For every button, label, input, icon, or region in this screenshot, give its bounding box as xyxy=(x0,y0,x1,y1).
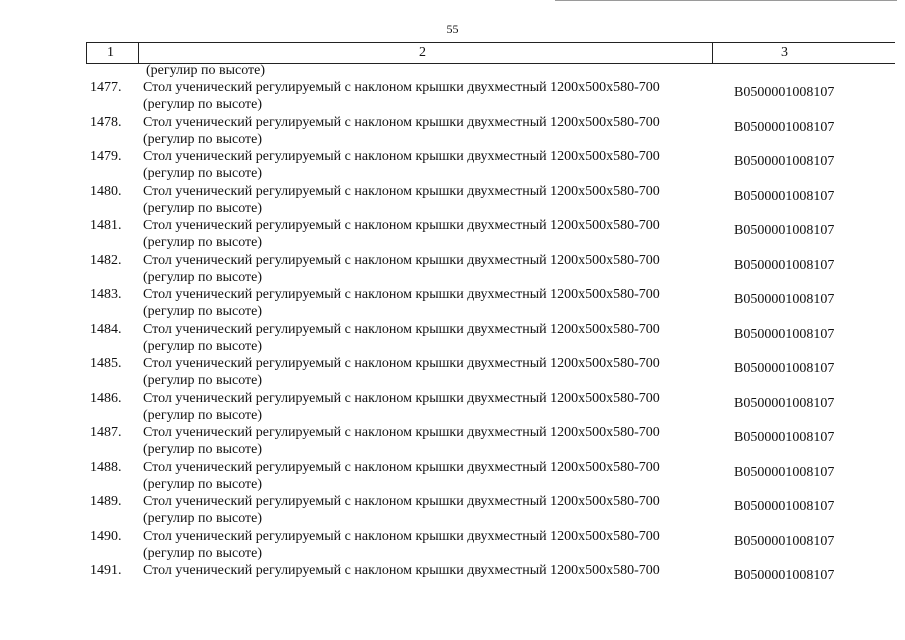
row-number: 1482. xyxy=(90,252,122,268)
row-description-cont: (регулир по высоте) xyxy=(143,304,263,319)
row-number: 1481. xyxy=(90,218,122,233)
row-description-cont: (регулир по высоте) xyxy=(143,166,263,181)
table-header xyxy=(86,42,895,64)
table-row xyxy=(0,425,905,460)
row-description: Стол ученический регулируемый с наклоном крышки двухместный 1200х500х580-700 xyxy=(143,321,660,337)
row-description: Стол ученический регулируемый с наклоном крышки двухместный 1200х500х580-700 xyxy=(143,563,660,578)
header-col-1: 1 xyxy=(107,45,114,60)
row-description-cont: (регулир по высоте) xyxy=(143,511,263,526)
table-row xyxy=(0,460,905,495)
table-row xyxy=(0,287,905,322)
table-row xyxy=(0,563,905,598)
page-number: 55 xyxy=(446,22,459,36)
row-description: Стол ученический регулируемый с наклоном крышки двухместный 1200х500х580-700 xyxy=(143,114,660,130)
row-description: Стол ученический регулируемый с наклоном крышки двухместный 1200х500х580-700 xyxy=(143,218,660,233)
table-row xyxy=(0,80,905,115)
row-number: 1480. xyxy=(90,183,122,199)
row-code: B0500001008107 xyxy=(734,154,835,169)
row-description-cont: (регулир по высоте) xyxy=(143,97,263,112)
row-number: 1490. xyxy=(90,528,122,544)
row-code: B0500001008107 xyxy=(734,430,835,445)
table-row xyxy=(0,322,905,357)
row-code: B0500001008107 xyxy=(734,119,835,135)
table-row xyxy=(0,529,905,564)
row-code: B0500001008107 xyxy=(734,395,835,411)
row-number: 1484. xyxy=(90,321,122,337)
header-col-3: 3 xyxy=(781,45,788,60)
row-description-cont: (регулир по высоте) xyxy=(143,235,263,250)
table-row xyxy=(0,391,905,426)
row-code: B0500001008107 xyxy=(734,464,835,480)
table-row xyxy=(0,356,905,391)
table-row xyxy=(0,494,905,529)
row-number: 1489. xyxy=(90,494,122,509)
row-description: Стол ученический регулируемый с наклоном крышки двухместный 1200х500х580-700 xyxy=(143,149,660,164)
row-number: 1485. xyxy=(90,356,122,371)
row-description: Стол ученический регулируемый с наклоном крышки двухместный 1200х500х580-700 xyxy=(143,252,660,268)
table-row xyxy=(0,115,905,150)
row-description: Стол ученический регулируемый с наклоном крышки двухместный 1200х500х580-700 xyxy=(143,528,660,544)
table-row xyxy=(0,149,905,184)
row-description-cont: (регулир по высоте) xyxy=(143,442,263,457)
row-code: B0500001008107 xyxy=(734,292,835,307)
row-number: 1479. xyxy=(90,149,122,164)
row-number: 1486. xyxy=(90,390,122,406)
row-description: Стол ученический регулируемый с наклоном крышки двухместный 1200х500х580-700 xyxy=(143,183,660,199)
row-description: Стол ученический регулируемый с наклоном крышки двухместный 1200х500х580-700 xyxy=(143,494,660,509)
table-row xyxy=(0,218,905,253)
row-number: 1488. xyxy=(90,459,122,475)
row-number: 1487. xyxy=(90,425,122,440)
row-code: B0500001008107 xyxy=(734,533,835,549)
row-number: 1477. xyxy=(90,80,122,95)
header-divider-2 xyxy=(712,43,713,63)
row-code: B0500001008107 xyxy=(734,361,835,376)
row-code: B0500001008107 xyxy=(734,499,835,514)
top-rule xyxy=(555,0,897,1)
row-number: 1491. xyxy=(90,563,122,578)
row-description: Стол ученический регулируемый с наклоном крышки двухместный 1200х500х580-700 xyxy=(143,390,660,406)
row-code: B0500001008107 xyxy=(734,223,835,238)
row-code: B0500001008107 xyxy=(734,326,835,342)
row-description-cont: (регулир по высоте) xyxy=(143,545,263,561)
row-description: Стол ученический регулируемый с наклоном крышки двухместный 1200х500х580-700 xyxy=(143,459,660,475)
row-code: B0500001008107 xyxy=(734,188,835,204)
row-number: 1478. xyxy=(90,114,122,130)
row-code: B0500001008107 xyxy=(734,257,835,273)
row-code: B0500001008107 xyxy=(734,85,835,100)
row-description: Стол ученический регулируемый с наклоном крышки двухместный 1200х500х580-700 xyxy=(143,425,660,440)
header-col-2: 2 xyxy=(419,45,426,60)
row-number: 1483. xyxy=(90,287,122,302)
row-description-cont: (регулир по высоте) xyxy=(143,373,263,388)
table-row xyxy=(0,253,905,288)
row-description: Стол ученический регулируемый с наклоном крышки двухместный 1200х500х580-700 xyxy=(143,80,660,95)
row-description: Стол ученический регулируемый с наклоном крышки двухместный 1200х500х580-700 xyxy=(143,356,660,371)
row-description-cont: (регулир по высоте) xyxy=(143,131,263,147)
header-divider-1 xyxy=(138,43,139,63)
row-code: B0500001008107 xyxy=(734,568,835,583)
row-description-cont: (регулир по высоте) xyxy=(143,269,263,285)
row-description-cont: (регулир по высоте) xyxy=(143,476,263,492)
row-description-cont: (регулир по высоте) xyxy=(143,338,263,354)
row-description-cont: (регулир по высоте) xyxy=(143,407,263,423)
row-description: Стол ученический регулируемый с наклоном крышки двухместный 1200х500х580-700 xyxy=(143,287,660,302)
table-row xyxy=(0,184,905,219)
row-description-cont: (регулир по высоте) xyxy=(143,200,263,216)
continuation-text: (регулир по высоте) xyxy=(146,63,266,78)
